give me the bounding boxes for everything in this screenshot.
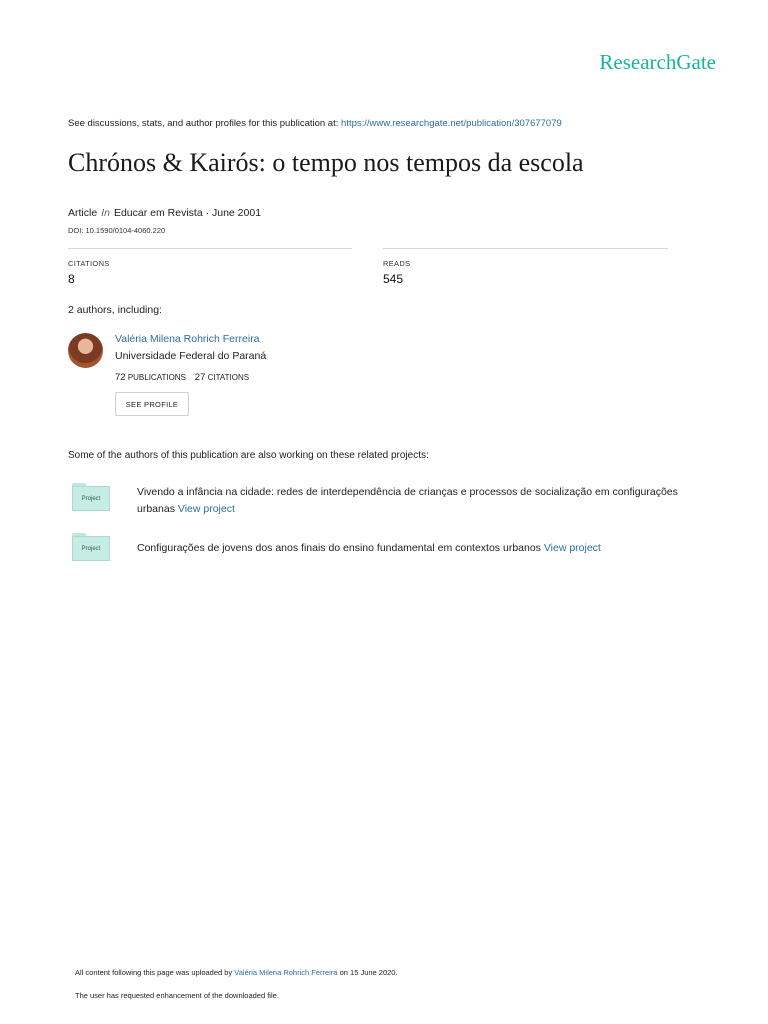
project-icon-label: Project [72, 536, 110, 561]
researchgate-logo[interactable]: ResearchGate [599, 50, 716, 74]
uploader-link[interactable]: Valéria Milena Rohrich Ferreira [234, 968, 338, 977]
project-folder-icon [72, 483, 110, 511]
article-title: Chrónos & Kairós: o tempo nos tempos da escola [68, 148, 584, 177]
project-title: Vivendo a infância na cidade: redes de interdependência de crianças e processos de socialização em configurações urbanas [137, 486, 678, 515]
project-title: Configurações de jovens dos anos finais do ensino fundamental em contextos urbanos [137, 542, 541, 554]
reads-divider [383, 248, 668, 249]
in-label: In [101, 207, 110, 219]
reads-value: 545 [383, 272, 404, 286]
author-citations-count: 27 [194, 372, 206, 383]
author-name-link[interactable]: Valéria Milena Rohrich Ferreira [115, 333, 260, 345]
author-institution: Universidade Federal do Paraná [115, 350, 267, 362]
citations-value: 8 [68, 272, 75, 286]
upload-note [75, 968, 398, 977]
view-project-link[interactable]: View project [543, 542, 601, 554]
article-doi: DOI: 10.1590/0104-4060.220 [68, 226, 166, 235]
author-stats [115, 372, 249, 383]
author-citations-label: CITATIONS [207, 373, 250, 382]
discussion-line [68, 118, 562, 129]
publication-link[interactable]: https://www.researchgate.net/publication/307677079 [341, 118, 562, 129]
related-projects-heading: Some of the authors of this publication are also working on these related projects: [68, 450, 429, 461]
publications-label: PUBLICATIONS [127, 373, 186, 382]
citations-divider [68, 248, 352, 249]
authors-heading [68, 304, 162, 316]
publications-count: 72 [115, 372, 126, 383]
journal-date: Educar em Revista · June 2001 [113, 207, 262, 219]
see-profile-button[interactable]: SEE PROFILE [115, 392, 189, 416]
citations-label: CITATIONS [68, 259, 110, 268]
reads-label: READS [383, 259, 411, 268]
enhancement-note: The user has requested enhancement of the downloaded file. [75, 991, 279, 1000]
related-project-item [137, 540, 697, 557]
project-icon-label: Project [72, 486, 110, 511]
related-project-item [137, 484, 697, 518]
authors-count: 2 authors [68, 304, 112, 316]
author-avatar[interactable] [68, 333, 103, 368]
authors-suffix: , including: [111, 304, 162, 316]
article-type: Article [68, 207, 98, 219]
upload-suffix: on 15 June 2020. [337, 968, 398, 977]
view-project-link[interactable]: View project [177, 503, 235, 515]
project-folder-icon [72, 533, 110, 561]
discussion-text: See discussions, stats, and author profiles for this publication at: [68, 118, 342, 129]
article-meta [68, 207, 261, 219]
upload-prefix: All content following this page was uploaded by [75, 968, 235, 977]
